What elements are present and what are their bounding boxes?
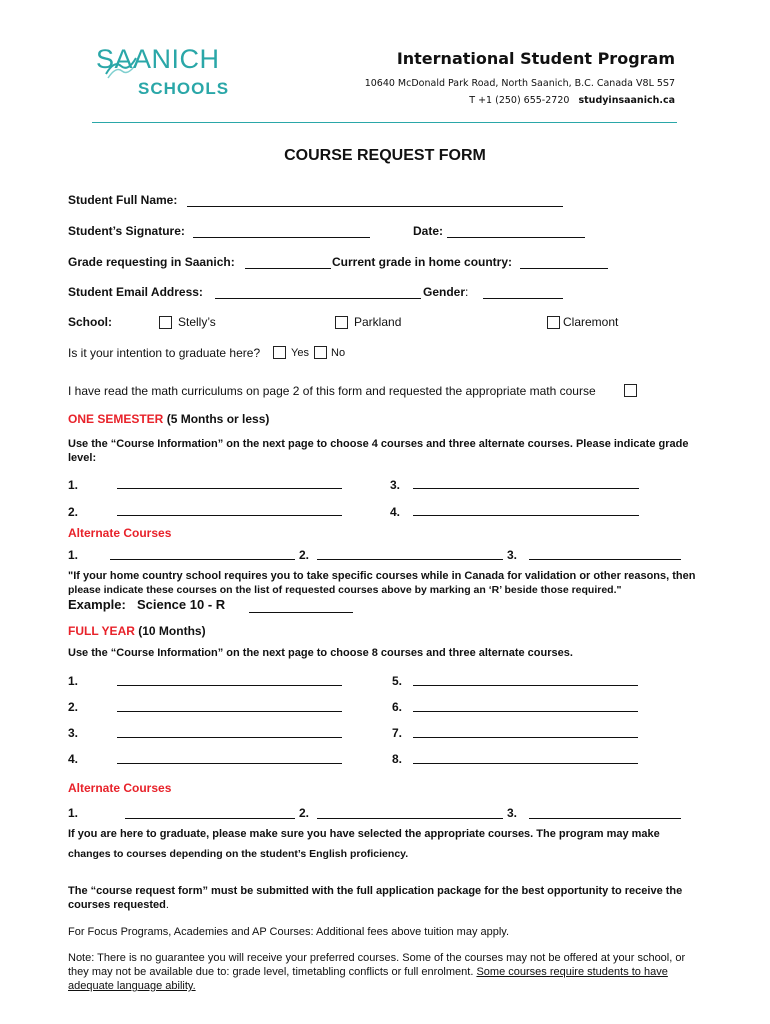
sem-alt-3-field[interactable] xyxy=(529,559,681,560)
year-course-4-num: 4. xyxy=(68,752,79,766)
signature-label: Student’s Signature: xyxy=(68,224,185,238)
year-course-1-field[interactable] xyxy=(117,685,342,686)
school-parkland-label: Parkland xyxy=(354,315,402,329)
graduate-note-l1: If you are here to graduate, please make sure you have selected the appropriate courses. The program may make xyxy=(68,828,660,840)
year-course-2-field[interactable] xyxy=(117,711,342,712)
sem-course-4-num: 4. xyxy=(390,505,401,519)
logo-line1: SAANICH xyxy=(96,44,220,74)
school-parkland-checkbox[interactable] xyxy=(335,316,348,329)
sem-alt-2-num: 2. xyxy=(299,548,310,562)
graduate-note-l2: changes to courses depending on the student’s English proficiency. xyxy=(68,848,409,860)
fees-note: For Focus Programs, Academies and AP Courses: Additional fees above tuition may apply. xyxy=(68,926,510,938)
one-semester-heading: ONE SEMESTER (5 Months or less) xyxy=(68,412,270,426)
guarantee-note-l3: adequate language ability. xyxy=(68,980,196,992)
current-grade-label: Current grade in home country: xyxy=(332,255,513,269)
math-statement: I have read the math curriculums on page 2 of this form and requested the appropriate math course xyxy=(68,384,596,398)
sem-alternate-heading: Alternate Courses xyxy=(68,526,172,540)
year-course-3-num: 3. xyxy=(68,726,79,740)
full-year-heading: FULL YEAR (10 Months) xyxy=(68,624,206,638)
full-name-label: Student Full Name: xyxy=(68,193,178,207)
example-label: Example: xyxy=(68,597,126,612)
sem-course-1-field[interactable] xyxy=(117,488,342,489)
sem-alt-1-num: 1. xyxy=(68,548,79,562)
school-label: School: xyxy=(68,315,112,329)
sem-course-2-num: 2. xyxy=(68,505,79,519)
sem-course-2-field[interactable] xyxy=(117,515,342,516)
sem-course-3-num: 3. xyxy=(390,478,401,492)
signature-field[interactable] xyxy=(193,237,370,238)
school-stellys-label: Stelly’s xyxy=(178,315,216,329)
guarantee-note-l1: Note: There is no guarantee you will receive your preferred courses. Some of the courses may not be offered at your school, or xyxy=(68,952,686,964)
program-contact xyxy=(469,95,675,106)
year-course-7-field[interactable] xyxy=(413,737,638,738)
year-course-6-num: 6. xyxy=(392,700,403,714)
sem-course-1-num: 1. xyxy=(68,478,79,492)
one-semester-instruction: Use the “Course Information” on the next page to choose 4 courses and three alternate courses. Please indicate grade xyxy=(68,438,689,450)
year-course-4-field[interactable] xyxy=(117,763,342,764)
example-field xyxy=(249,612,353,613)
program-phone: T +1 (250) 655-2720 xyxy=(469,95,570,106)
guarantee-note-l2: they may not be available due to: grade level, timetabling conflicts or full enrolment. Some courses require students to have xyxy=(68,966,668,978)
graduate-yes-label: Yes xyxy=(291,347,309,359)
math-checkbox[interactable] xyxy=(624,384,637,397)
full-year-instruction: Use the “Course Information” on the next page to choose 8 courses and three alternate courses. xyxy=(68,647,573,659)
sem-alt-1-field[interactable] xyxy=(110,559,295,560)
year-course-5-num: 5. xyxy=(392,674,403,688)
sem-alt-3-num: 3. xyxy=(507,548,518,562)
graduate-no-checkbox[interactable] xyxy=(314,346,327,359)
program-title: International Student Program xyxy=(396,49,675,68)
email-label: Student Email Address: xyxy=(68,285,203,299)
date-field[interactable] xyxy=(447,237,585,238)
year-alternate-heading: Alternate Courses xyxy=(68,781,172,795)
email-field[interactable] xyxy=(215,298,421,299)
year-course-6-field[interactable] xyxy=(413,711,638,712)
year-alt-2-num: 2. xyxy=(299,806,310,820)
gender-field[interactable] xyxy=(483,298,563,299)
year-alt-3-num: 3. xyxy=(507,806,518,820)
gender-label: Gender: xyxy=(423,285,469,299)
school-claremont-label: Claremont xyxy=(563,315,619,329)
year-alt-1-num: 1. xyxy=(68,806,79,820)
year-course-8-num: 8. xyxy=(392,752,403,766)
year-alt-1-field[interactable] xyxy=(125,818,295,819)
full-name-field[interactable] xyxy=(187,206,563,207)
submission-note-l2: courses requested. xyxy=(68,899,169,911)
program-address: 10640 McDonald Park Road, North Saanich, B.C. Canada V8L 5S7 xyxy=(364,78,675,89)
year-alt-2-field[interactable] xyxy=(317,818,503,819)
school-claremont-checkbox[interactable] xyxy=(547,316,560,329)
grade-field[interactable] xyxy=(245,268,331,269)
sem-course-4-field[interactable] xyxy=(413,515,639,516)
form-title: COURSE REQUEST FORM xyxy=(284,147,486,164)
year-course-2-num: 2. xyxy=(68,700,79,714)
sem-alt-2-field[interactable] xyxy=(317,559,503,560)
sem-course-3-field[interactable] xyxy=(413,488,639,489)
year-course-1-num: 1. xyxy=(68,674,79,688)
validation-note-l2: please indicate these courses on the list of requested courses above by marking an ‘R’ beside those required." xyxy=(68,584,622,596)
one-semester-instruction-l2: level: xyxy=(68,452,97,464)
graduate-no-label: No xyxy=(331,347,346,359)
year-course-7-num: 7. xyxy=(392,726,403,740)
current-grade-field[interactable] xyxy=(520,268,608,269)
year-course-3-field[interactable] xyxy=(117,737,342,738)
validation-note-l1: "If your home country school requires you to take specific courses while in Canada for validation or other reasons, then xyxy=(68,570,696,582)
school-stellys-checkbox[interactable] xyxy=(159,316,172,329)
submission-note-l1: The “course request form” must be submitted with the full application package for the best opportunity to receive the xyxy=(68,885,683,897)
year-alt-3-field[interactable] xyxy=(529,818,681,819)
year-course-8-field[interactable] xyxy=(413,763,638,764)
year-course-5-field[interactable] xyxy=(413,685,638,686)
date-label: Date: xyxy=(413,224,444,238)
graduate-yes-checkbox[interactable] xyxy=(273,346,286,359)
program-website[interactable]: studyinsaanich.ca xyxy=(578,95,675,106)
grade-label: Grade requesting in Saanich: xyxy=(68,255,235,269)
example-value: Science 10 - R xyxy=(137,597,226,612)
graduate-question: Is it your intention to graduate here? xyxy=(68,346,261,360)
logo-line2: SCHOOLS xyxy=(138,79,230,98)
header-divider xyxy=(92,122,677,123)
